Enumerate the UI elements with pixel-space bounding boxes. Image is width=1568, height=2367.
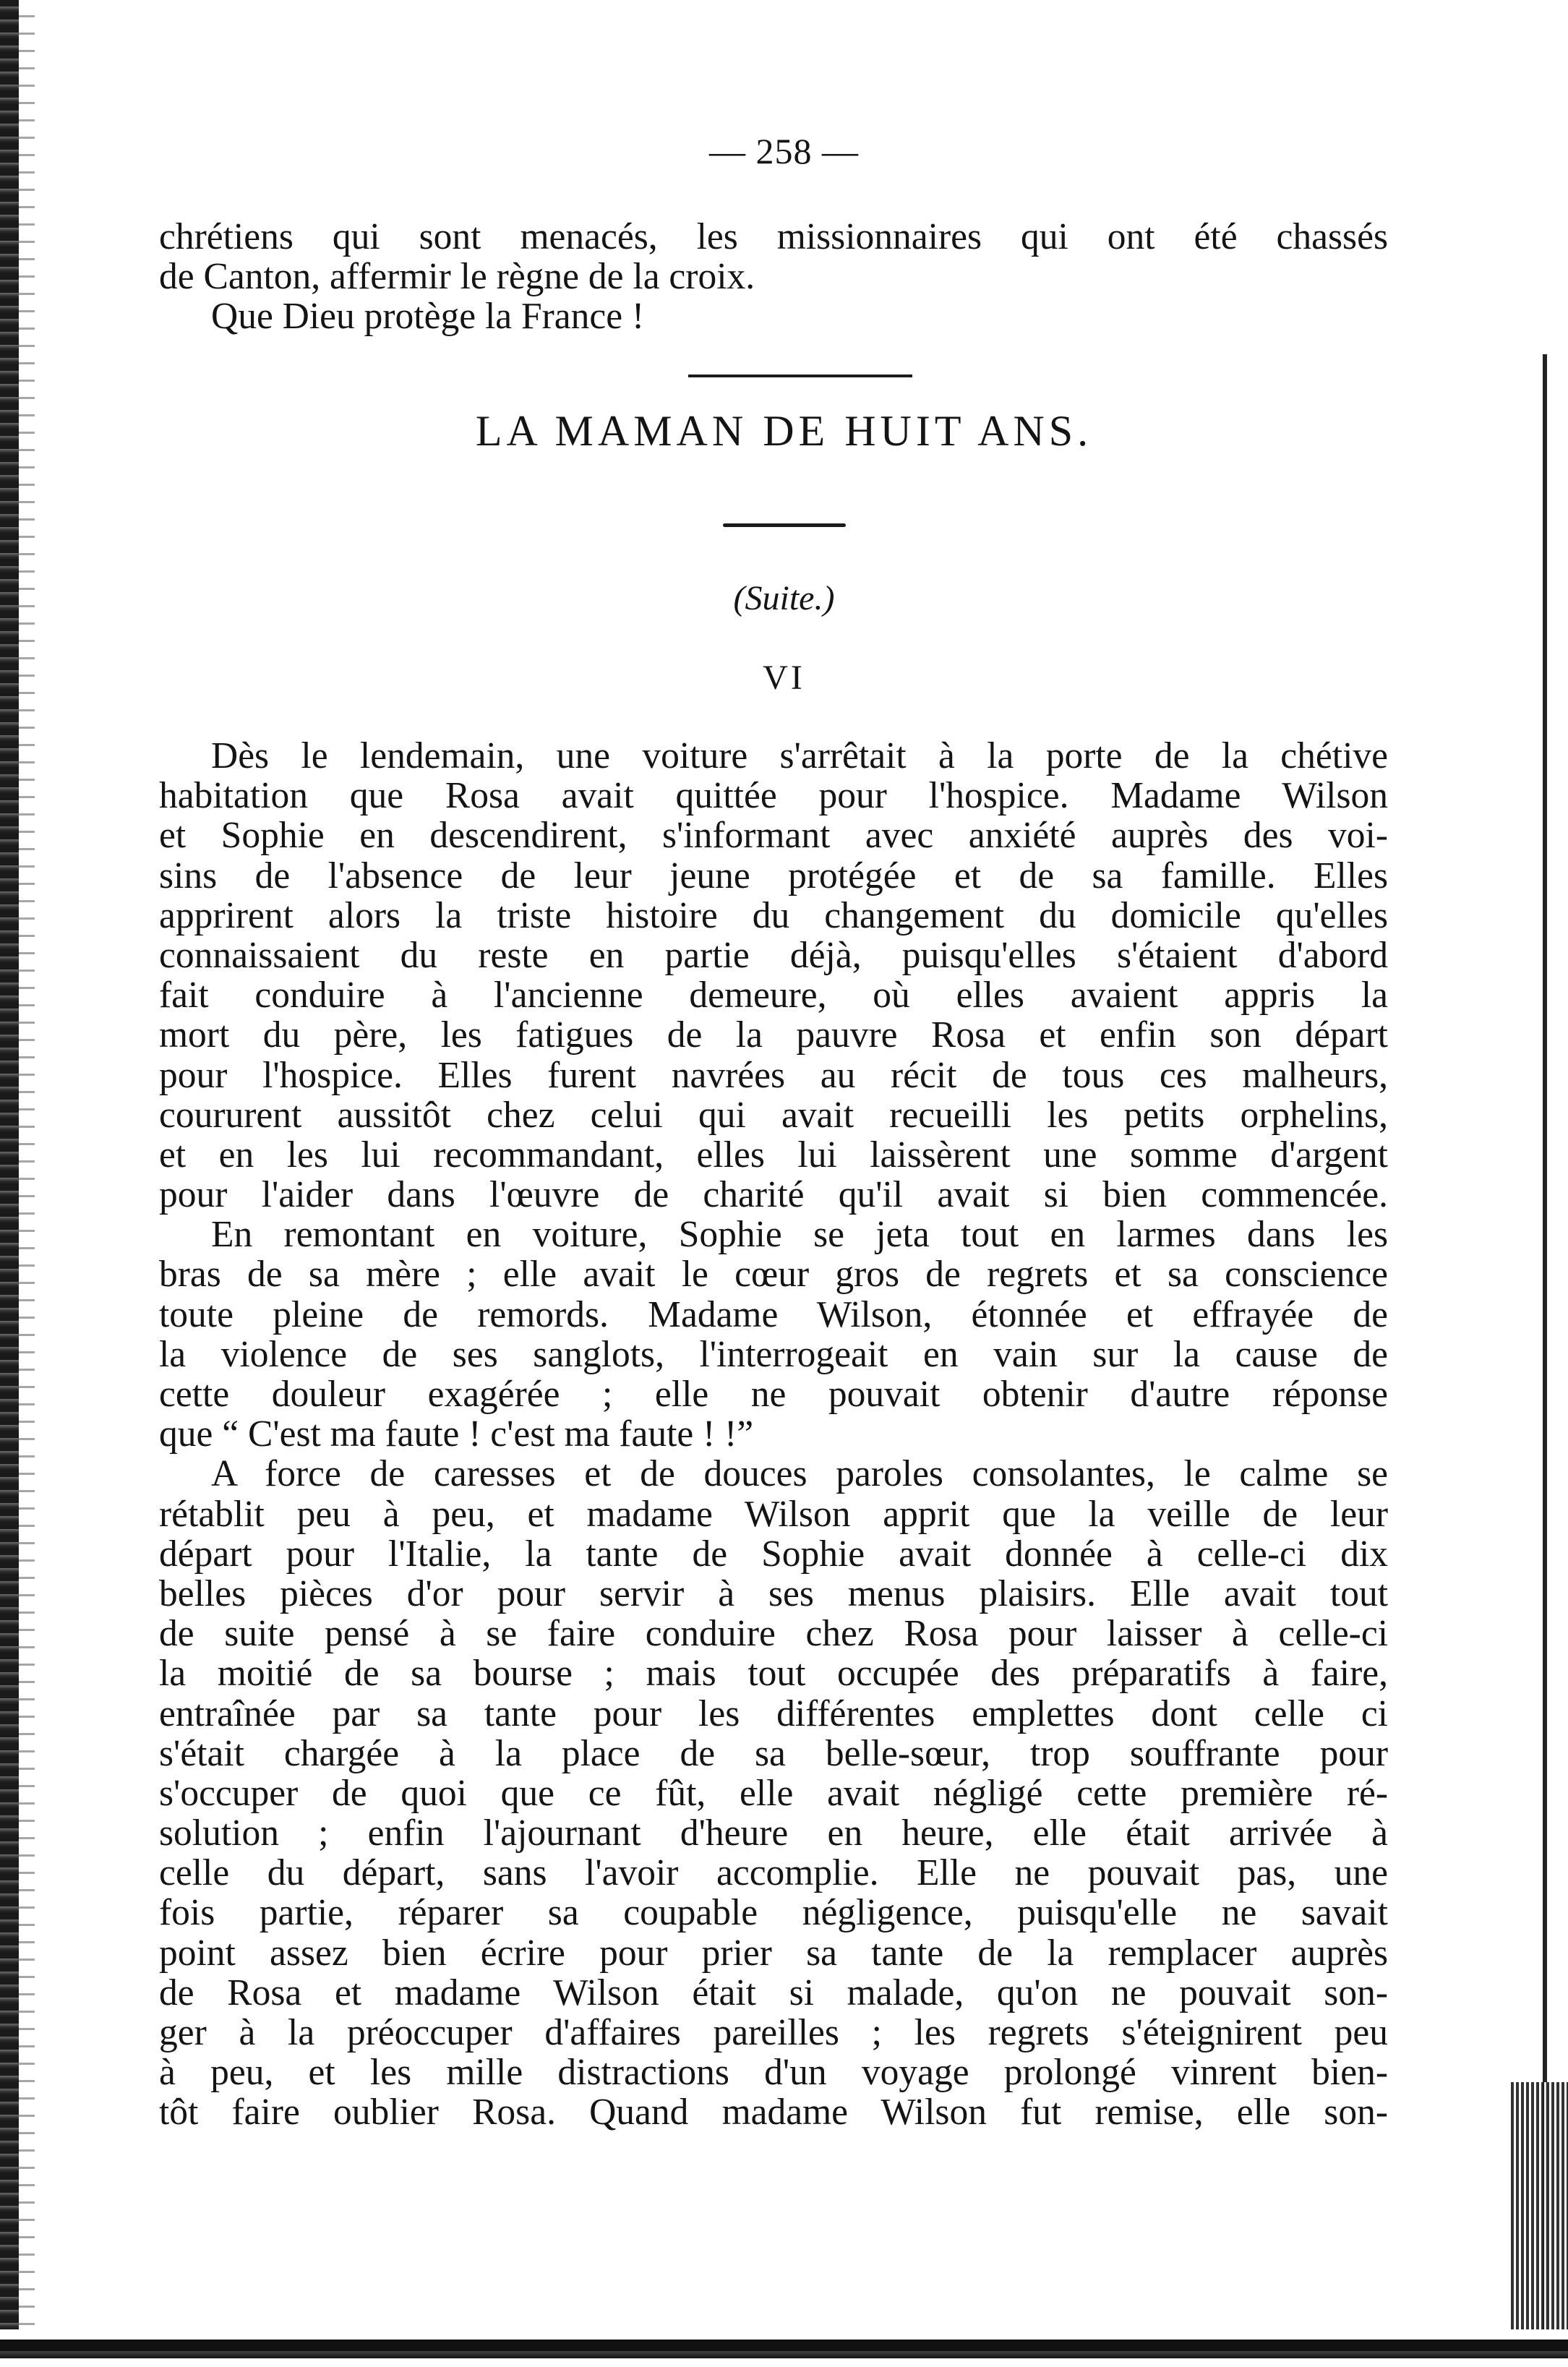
text-line: point assez bien écrire pour prier sa tante de la remplacer auprès [159, 1932, 1388, 1974]
text-line: coururent aussitôt chez celui qui avait recueilli les petits orphelins, [159, 1094, 1388, 1136]
text-line: fait conduire à l'ancienne demeure, où elles avaient appris la [159, 975, 1388, 1016]
bottom-edge-rule [0, 2329, 1568, 2367]
text-line: et en les lui recommandant, elles lui laissèrent une somme d'argent [159, 1134, 1388, 1176]
text-line: à peu, et les mille distractions d'un voyage prolongé vinrent bien- [159, 2052, 1388, 2094]
article-subtitle: (Suite.) [733, 579, 835, 617]
text-line: En remontant en voiture, Sophie se jeta tout en larmes dans les [211, 1214, 1388, 1256]
text-line: bras de sa mère ; elle avait le cœur gros de regrets et sa conscience [159, 1254, 1388, 1296]
text-line: tôt faire oublier Rosa. Quand madame Wilson fut remise, elle son- [159, 2092, 1388, 2133]
text-line: que “ C'est ma faute ! c'est ma faute ! !” [159, 1413, 754, 1455]
text-line: s'était chargée à la place de sa belle-sœur, trop souffrante pour [159, 1732, 1388, 1774]
text-line: belles pièces d'or pour servir à ses menus plaisirs. Elle avait tout [159, 1572, 1388, 1614]
text-line: entraînée par sa tante pour les différentes emplettes dont celle ci [159, 1692, 1388, 1734]
page-binding-edge [0, 0, 19, 2367]
text-line: apprirent alors la triste histoire du changement du domicile qu'elles [159, 894, 1388, 936]
text-line: de Canton, affermir le règne de la croix. [159, 256, 755, 298]
text-line: de Rosa et madame Wilson était si malade, qu'on ne pouvait son- [159, 1972, 1388, 2013]
text-line: connaissaient du reste en partie déjà, puisqu'elles s'étaient d'abord [159, 934, 1388, 976]
title-ornament-rule [723, 523, 846, 527]
section-divider-rule [688, 374, 912, 377]
text-line: rétablit peu à peu, et madame Wilson apprit que la veille de leur [159, 1493, 1388, 1535]
intro-paragraph [159, 217, 1388, 337]
text-line: solution ; enfin l'ajournant d'heure en heure, elle était arrivée à [159, 1812, 1388, 1854]
text-line: Dès le lendemain, une voiture s'arrêtait à la porte de la chétive [211, 735, 1388, 776]
text-line: mort du père, les fatigues de la pauvre Rosa et enfin son départ [159, 1014, 1388, 1056]
text-line: ger à la préoccuper d'affaires pareilles ; les regrets s'éteignirent peu [159, 2012, 1388, 2053]
body-text [159, 736, 1388, 2133]
article-title: LA MAMAN DE HUIT ANS. [475, 407, 1093, 455]
text-line: fois partie, réparer sa coupable négligence, puisqu'elle ne savait [159, 1892, 1388, 1934]
text-line: la moitié de sa bourse ; mais tout occupée des préparatifs à faire, [159, 1653, 1388, 1695]
text-line: cette douleur exagérée ; elle ne pouvait obtenir d'autre réponse [159, 1374, 1388, 1415]
text-line: de suite pensé à se faire conduire chez Rosa pour laisser à celle-ci [159, 1613, 1388, 1655]
text-line: A force de caresses et de douces paroles consolantes, le calme se [211, 1453, 1388, 1495]
chapter-number: VI [763, 659, 805, 697]
right-edge-scan-artifact [1511, 2082, 1568, 2367]
text-line: pour l'hospice. Elles furent navrées au récit de tous ces malheurs, [159, 1054, 1388, 1096]
text-line: toute pleine de remords. Madame Wilson, étonnée et effrayée de [159, 1293, 1388, 1335]
page-binding-speckle [19, 0, 35, 2367]
text-line: s'occuper de quoi que ce fût, elle avait négligé cette première ré- [159, 1772, 1388, 1814]
text-line: sins de l'absence de leur jeune protégée et de sa famille. Elles [159, 855, 1388, 896]
text-line: départ pour l'Italie, la tante de Sophie avait donnée à celle-ci dix [159, 1533, 1388, 1575]
text-line: Que Dieu protège la France ! [211, 296, 645, 338]
text-line: chrétiens qui sont menacés, les missionnaires qui ont été chassés [159, 216, 1388, 257]
page-number: — 258 — [709, 131, 859, 171]
text-line: celle du départ, sans l'avoir accomplie. Elle ne pouvait pas, une [159, 1852, 1388, 1894]
text-line: habitation que Rosa avait quittée pour l'hospice. Madame Wilson [159, 775, 1388, 817]
text-line: la violence de ses sanglots, l'interrogeait en vain sur la cause de [159, 1333, 1388, 1375]
right-margin-rule [1543, 354, 1547, 2335]
text-line: et Sophie en descendirent, s'informant avec anxiété auprès des voi- [159, 815, 1388, 857]
text-line: pour l'aider dans l'œuvre de charité qu'il avait si bien commencée. [159, 1174, 1388, 1216]
